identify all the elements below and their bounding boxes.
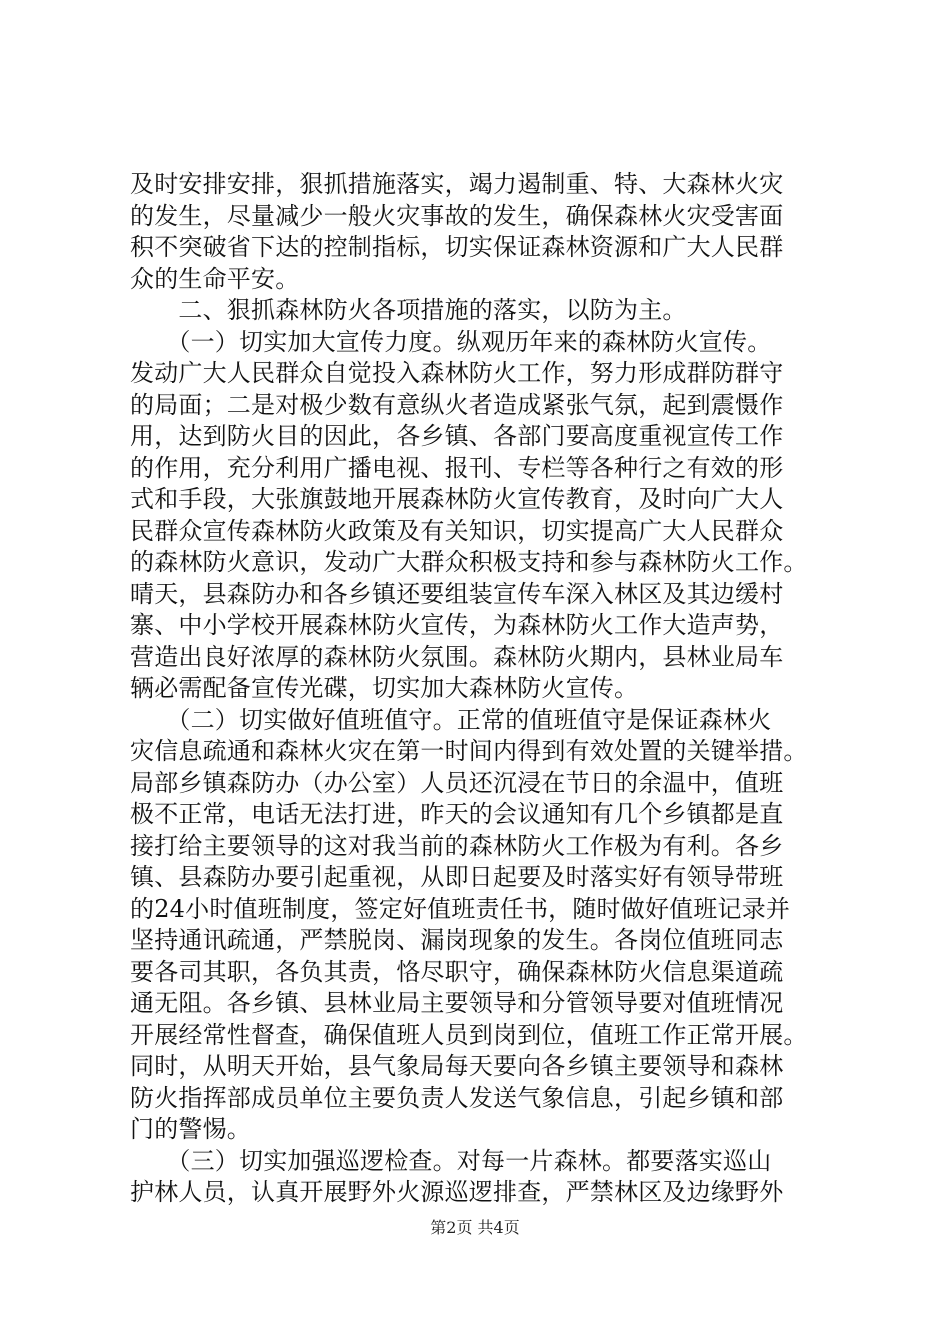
text-line: 防火指挥部成员单位主要负责人发送气象信息，引起乡镇和部 [130, 1083, 784, 1112]
text-line: （一）切实加大宣传力度。纵观历年来的森林防火宣传。 [130, 327, 772, 356]
body-text [130, 169, 830, 1209]
text-line: 极不正常，电话无法打进，昨天的会议通知有几个乡镇都是直 [130, 800, 784, 828]
text-line: 营造出良好浓厚的森林防火氛围。森林防火期内，县林业局车 [130, 642, 784, 671]
text-line: 同时，从明天开始，县气象局每天要向各乡镇主要领导和森林 [130, 1052, 784, 1080]
text-line: 的24小时值班制度，签定好值班责任书，随时做好值班记录并 [130, 894, 791, 923]
text-line: 局部乡镇森防办（办公室）人员还沉浸在节日的余温中，值班 [130, 768, 784, 797]
text-line: 门的警惕。 [130, 1115, 251, 1143]
text-line: 辆必需配备宣传光碟，切实加大森林防火宣传。 [130, 674, 639, 702]
text-line: 接打给主要领导的这对我当前的森林防火工作极为有利。各乡 [130, 831, 784, 860]
text-line: 民群众宣传森林防火政策及有关知识，切实提高广大人民群众 [130, 516, 784, 545]
text-line: 坚持通讯疏通，严禁脱岗、漏岗现象的发生。各岗位值班同志 [130, 926, 784, 954]
text-line: 二、狠抓森林防火各项措施的落实，以防为主。 [130, 296, 687, 324]
text-line: 通无阻。各乡镇、县林业局主要领导和分管领导要对值班情况 [130, 989, 784, 1017]
text-line: 及时安排安排，狠抓措施落实，竭力遏制重、特、大森林火灾 [130, 170, 784, 198]
text-line: 众的生命平安。 [130, 264, 300, 293]
text-line: 发动广大人民群众自觉投入森林防火工作，努力形成群防群守 [130, 359, 784, 387]
text-line: （二）切实做好值班值守。正常的值班值守是保证森林火 [130, 705, 772, 734]
text-line: 寨、中小学校开展森林防火宣传，为森林防火工作大造声势， [130, 611, 784, 639]
text-line: 的森林防火意识，发动广大群众积极支持和参与森林防火工作。 [130, 548, 808, 576]
text-line: 式和手段，大张旗鼓地开展森林防火宣传教育，及时向广大人 [130, 485, 784, 513]
text-line: （三）切实加强巡逻检查。对每一片森林。都要落实巡山 [130, 1146, 772, 1175]
text-line: 镇、县森防办要引起重视，从即日起要及时落实好有领导带班 [130, 863, 784, 891]
text-line: 开展经常性督查，确保值班人员到岗到位，值班工作正常开展。 [130, 1020, 808, 1049]
text-line: 的发生，尽量减少一般火灾事故的发生，确保森林火灾受害面 [130, 201, 784, 230]
text-line: 护林人员，认真开展野外火源巡逻排查，严禁林区及边缘野外 [130, 1178, 784, 1206]
text-line: 用，达到防火目的因此，各乡镇、各部门要高度重视宣传工作 [130, 422, 784, 450]
text-line: 的局面；二是对极少数有意纵火者造成紧张气氛，起到震慑作 [130, 390, 784, 419]
text-line: 晴天，县森防办和各乡镇还要组装宣传车深入林区及其边缓村 [130, 579, 784, 608]
text-line: 积不突破省下达的控制指标，切实保证森林资源和广大人民群 [130, 233, 784, 261]
text-line: 灾信息疏通和森林火灾在第一时间内得到有效处置的关键举措。 [130, 737, 808, 765]
text-line: 的作用，充分利用广播电视、报刊、专栏等各种行之有效的形 [130, 453, 784, 482]
page-footer: 第2页 共4页 [430, 1218, 520, 1237]
text-line: 要各司其职，各负其责，恪尽职守，确保森林防火信息渠道疏 [130, 957, 784, 986]
